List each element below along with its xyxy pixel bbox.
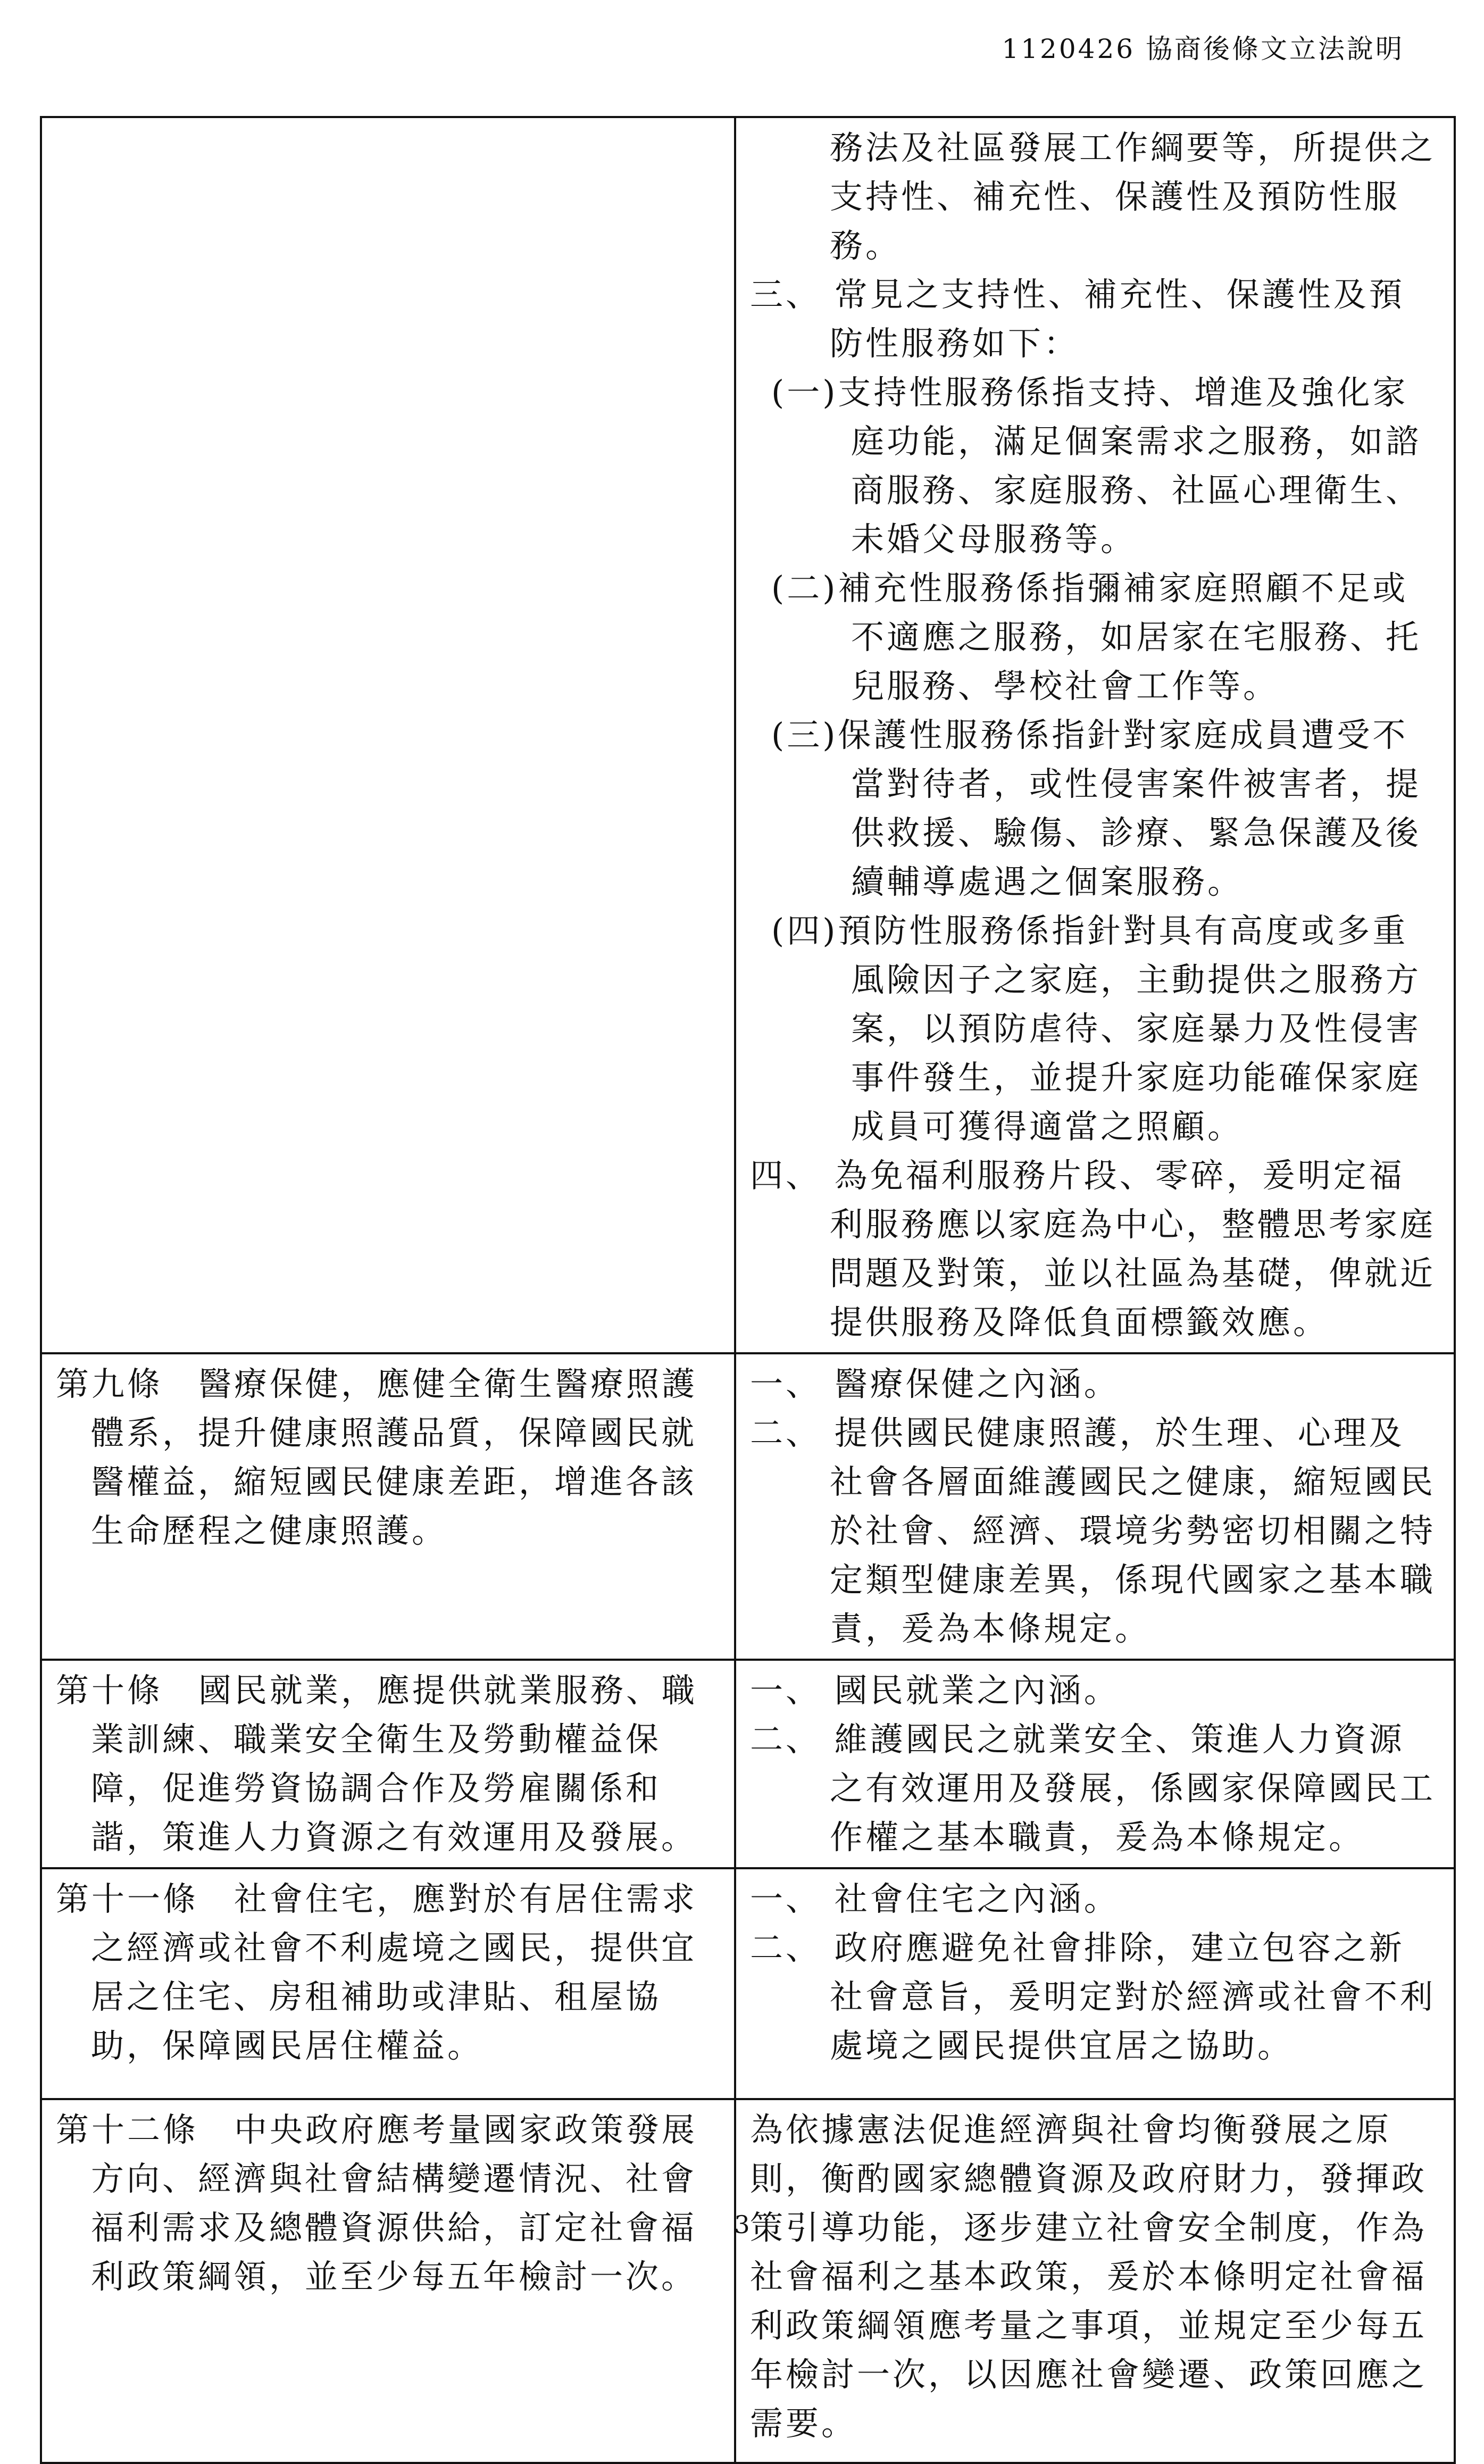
explanation-cell [735,117,1455,1353]
table-row [41,117,1455,1353]
explanation-subitem: (一)支持性服務係指支持、增進及強化家庭功能，滿足個案需求之服務，如諮商服務、家庭服務、社區心理衛生、未婚父母服務等。 [771,373,1422,559]
explanation-item: 四、 為免福利服務片段、零碎，爰明定福利服務應以家庭為中心，整體思考家庭問題及對策，並以社區為基礎，俾就近提供服務及降低負面標籤效應。 [750,1156,1436,1342]
explanation-item: 三、 常見之支持性、補充性、保護性及預防性服務如下： [750,275,1405,363]
explanation-item: 二、 維護國民之就業安全、策進人力資源之有效運用及發展，係國家保障國民工作權之基本職責，爰為本條規定。 [750,1720,1436,1857]
explanation-subitem: (三)保護性服務係指針對家庭成員遭受不當對待者，或性侵害案件被害者，提供救援、驗傷、診療、緊急保護及後續輔導處遇之個案服務。 [771,715,1422,901]
document-header: 1120426 協商後條文立法說明 [1002,34,1404,64]
explanation-paragraph: 為依據憲法促進經濟與社會均衡發展之原則，衡酌國家總體資源及政府財力，發揮政策引導功能，逐步建立社會安全制度，作為社會福利之基本政策，爰於本條明定社會福利政策綱領應考量之事項，並規定至少每五年檢討一次，以因應社會變遷、政策回應之需要。 [750,2110,1428,2443]
article-cell [41,1660,735,1868]
table-row [41,1660,1455,1868]
explanation-subitem: (二)補充性服務係指彌補家庭照顧不足或不適應之服務，如居家在宅服務、托兒服務、學校社會工作等。 [771,569,1422,705]
explanation-item: 一、 社會住宅之內涵。 [750,1879,1120,1918]
explanation-item: 二、 提供國民健康照護，於生理、心理及社會各層面維護國民之健康，縮短國民於社會、經濟、環境劣勢密切相關之特定類型健康差異，係現代國家之基本職責，爰為本條規定。 [750,1413,1436,1648]
article-11-text: 第十一條 社會住宅，應對於有居住需求之經濟或社會不利處境之國民，提供宜居之住宅、房租補助或津貼、租屋協助，保障國民居住權益。 [56,1879,698,2065]
explanation-item: 二、 政府應避免社會排除，建立包容之新社會意旨，爰明定對於經濟或社會不利處境之國民提供宜居之協助。 [750,1928,1436,2065]
explanation-cell [735,1353,1455,1660]
article-9-text: 第九條 醫療保健，應健全衛生醫療照護體系，提升健康照護品質，保障國民就醫權益，縮短國民健康差距，增進各該生命歷程之健康照護。 [56,1364,698,1550]
article-cell [41,1868,735,2099]
article-10-text: 第十條 國民就業，應提供就業服務、職業訓練、職業安全衛生及勞動權益保障，促進勞資協調合作及勞雇關係和諧，策進人力資源之有效運用及發展。 [56,1671,698,1857]
table-row [41,1868,1455,2099]
explanation-cell [735,1868,1455,2099]
explanation-subitem: (四)預防性服務係指針對具有高度或多重風險因子之家庭，主動提供之服務方案，以預防虐待、家庭暴力及性侵害事件發生，並提升家庭功能確保家庭成員可獲得適當之照顧。 [771,911,1422,1146]
article-cell [41,117,735,1353]
legislation-table [40,116,1456,2464]
explanation-continuation: 務法及社區發展工作綱要等，所提供之支持性、補充性、保護性及預防性服務。 [830,128,1436,265]
explanation-item: 一、 醫療保健之內涵。 [750,1364,1120,1403]
explanation-item: 一、 國民就業之內涵。 [750,1671,1120,1710]
article-cell [41,2099,735,2463]
explanation-cell [735,2099,1455,2463]
page-number: 3 [734,2210,750,2239]
table-row [41,1353,1455,1660]
article-12-text: 第十二條 中央政府應考量國家政策發展方向、經濟與社會結構變遷情況、社會福利需求及總體資源供給，訂定社會福利政策綱領，並至少每五年檢討一次。 [56,2110,698,2296]
explanation-cell [735,1660,1455,1868]
table-row [41,2099,1455,2463]
article-cell [41,1353,735,1660]
